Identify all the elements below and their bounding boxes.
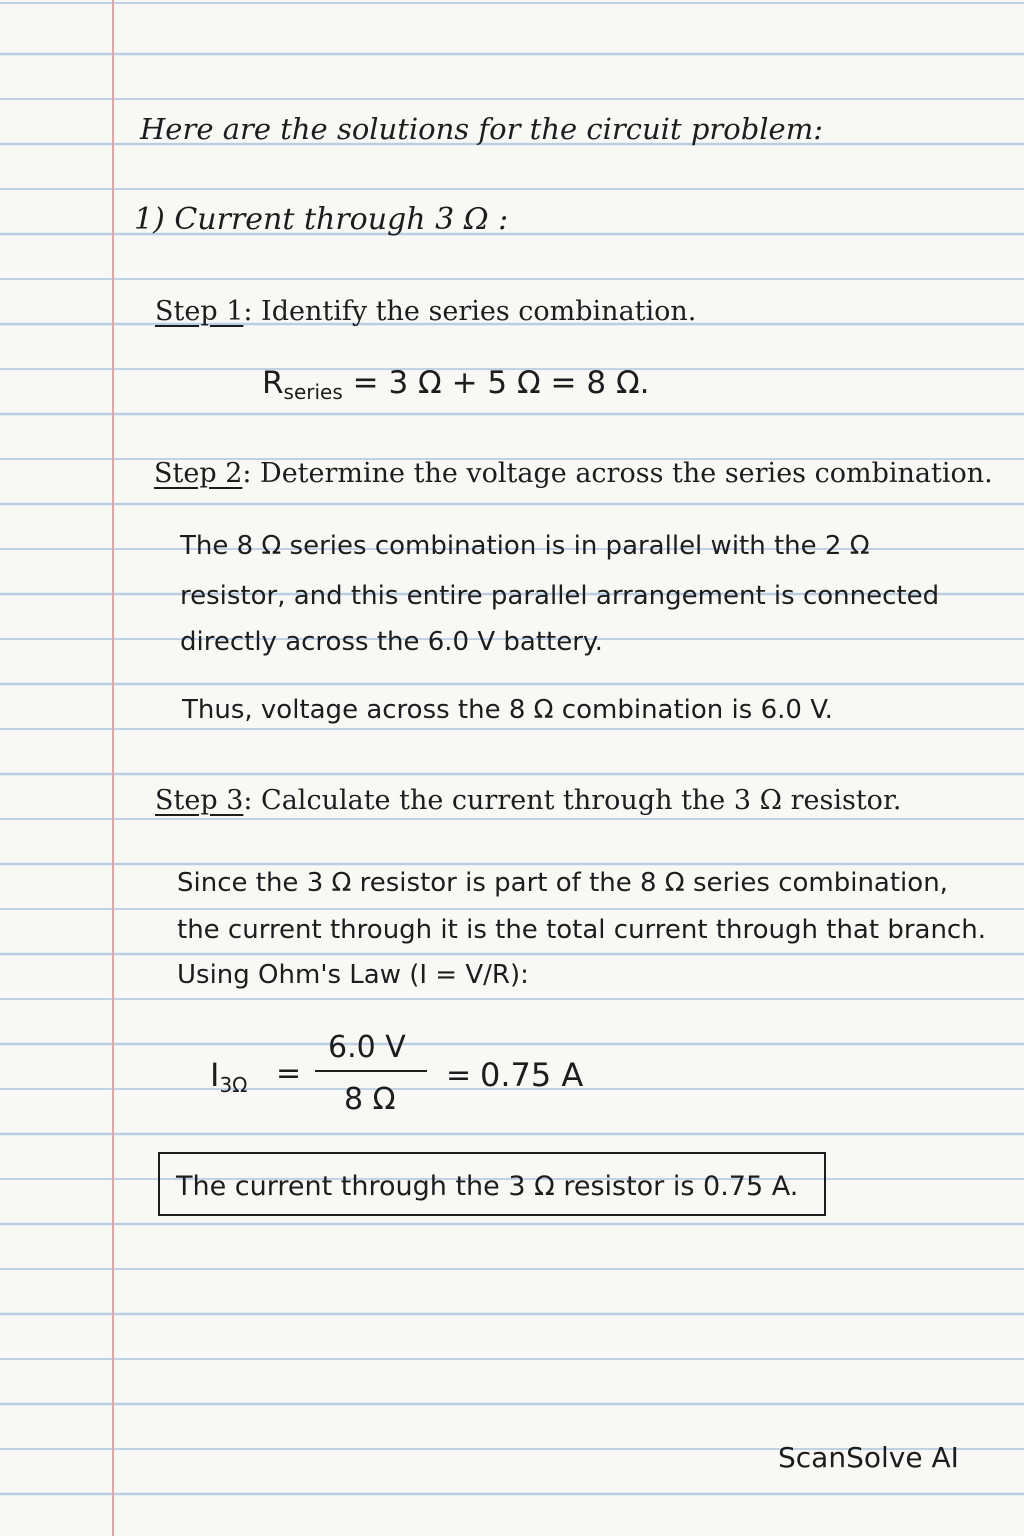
equation-symbol: R (262, 365, 284, 401)
step-3-line-2: the current through it is the total current through that branch. (177, 915, 986, 945)
step-3-line-1: Since the 3 Ω resistor is part of the 8 Ω series combination, (177, 868, 948, 898)
step-3-heading (155, 787, 901, 814)
brand-signature: ScanSolve AI (778, 1441, 959, 1474)
formula-numerator: 6.0 V (328, 1030, 406, 1065)
question-heading: 1) Current through 3 Ω : (134, 202, 509, 237)
formula-denominator: 8 Ω (344, 1082, 396, 1117)
ohms-law-formula (210, 1030, 630, 1120)
step-1-heading (155, 298, 696, 325)
step-2-label: Step 2 (154, 458, 243, 489)
margin-line (112, 0, 114, 1536)
intro-text: Here are the solutions for the circuit problem: (140, 112, 823, 146)
fraction-bar (315, 1070, 427, 1072)
step-1-text: : Identify the series combination. (243, 296, 697, 327)
step-2-line-3: directly across the 6.0 V battery. (180, 627, 603, 657)
formula-equals-2: = (446, 1058, 472, 1093)
step-2-heading (154, 460, 993, 487)
step-2-text: : Determine the voltage across the series combination. (242, 458, 993, 489)
step-2-line-1: The 8 Ω series combination is in parallel with the 2 Ω (180, 531, 870, 561)
step-3-label: Step 3 (155, 785, 244, 816)
formula-result: 0.75 A (480, 1056, 584, 1094)
step-2-conclusion: Thus, voltage across the 8 Ω combination is 6.0 V. (182, 695, 833, 725)
step-3-text: : Calculate the current through the 3 Ω resistor. (243, 785, 902, 816)
equation-rest: = 3 Ω + 5 Ω = 8 Ω. (342, 365, 650, 401)
step-3-line-3: Using Ohm's Law (I = V/R): (177, 960, 529, 990)
formula-lhs-symbol: I (210, 1056, 220, 1094)
series-resistance-equation (262, 365, 650, 404)
formula-lhs-subscript: 3Ω (219, 1073, 248, 1097)
final-answer-text: The current through the 3 Ω resistor is 0.75 A. (176, 1171, 799, 1202)
step-2-line-2: resistor, and this entire parallel arrangement is connected (180, 581, 940, 611)
formula-equals: = (276, 1056, 302, 1091)
equation-subscript: series (283, 380, 343, 404)
step-1-label: Step 1 (155, 296, 244, 327)
final-answer-box (158, 1152, 826, 1216)
formula-lhs (210, 1056, 247, 1097)
